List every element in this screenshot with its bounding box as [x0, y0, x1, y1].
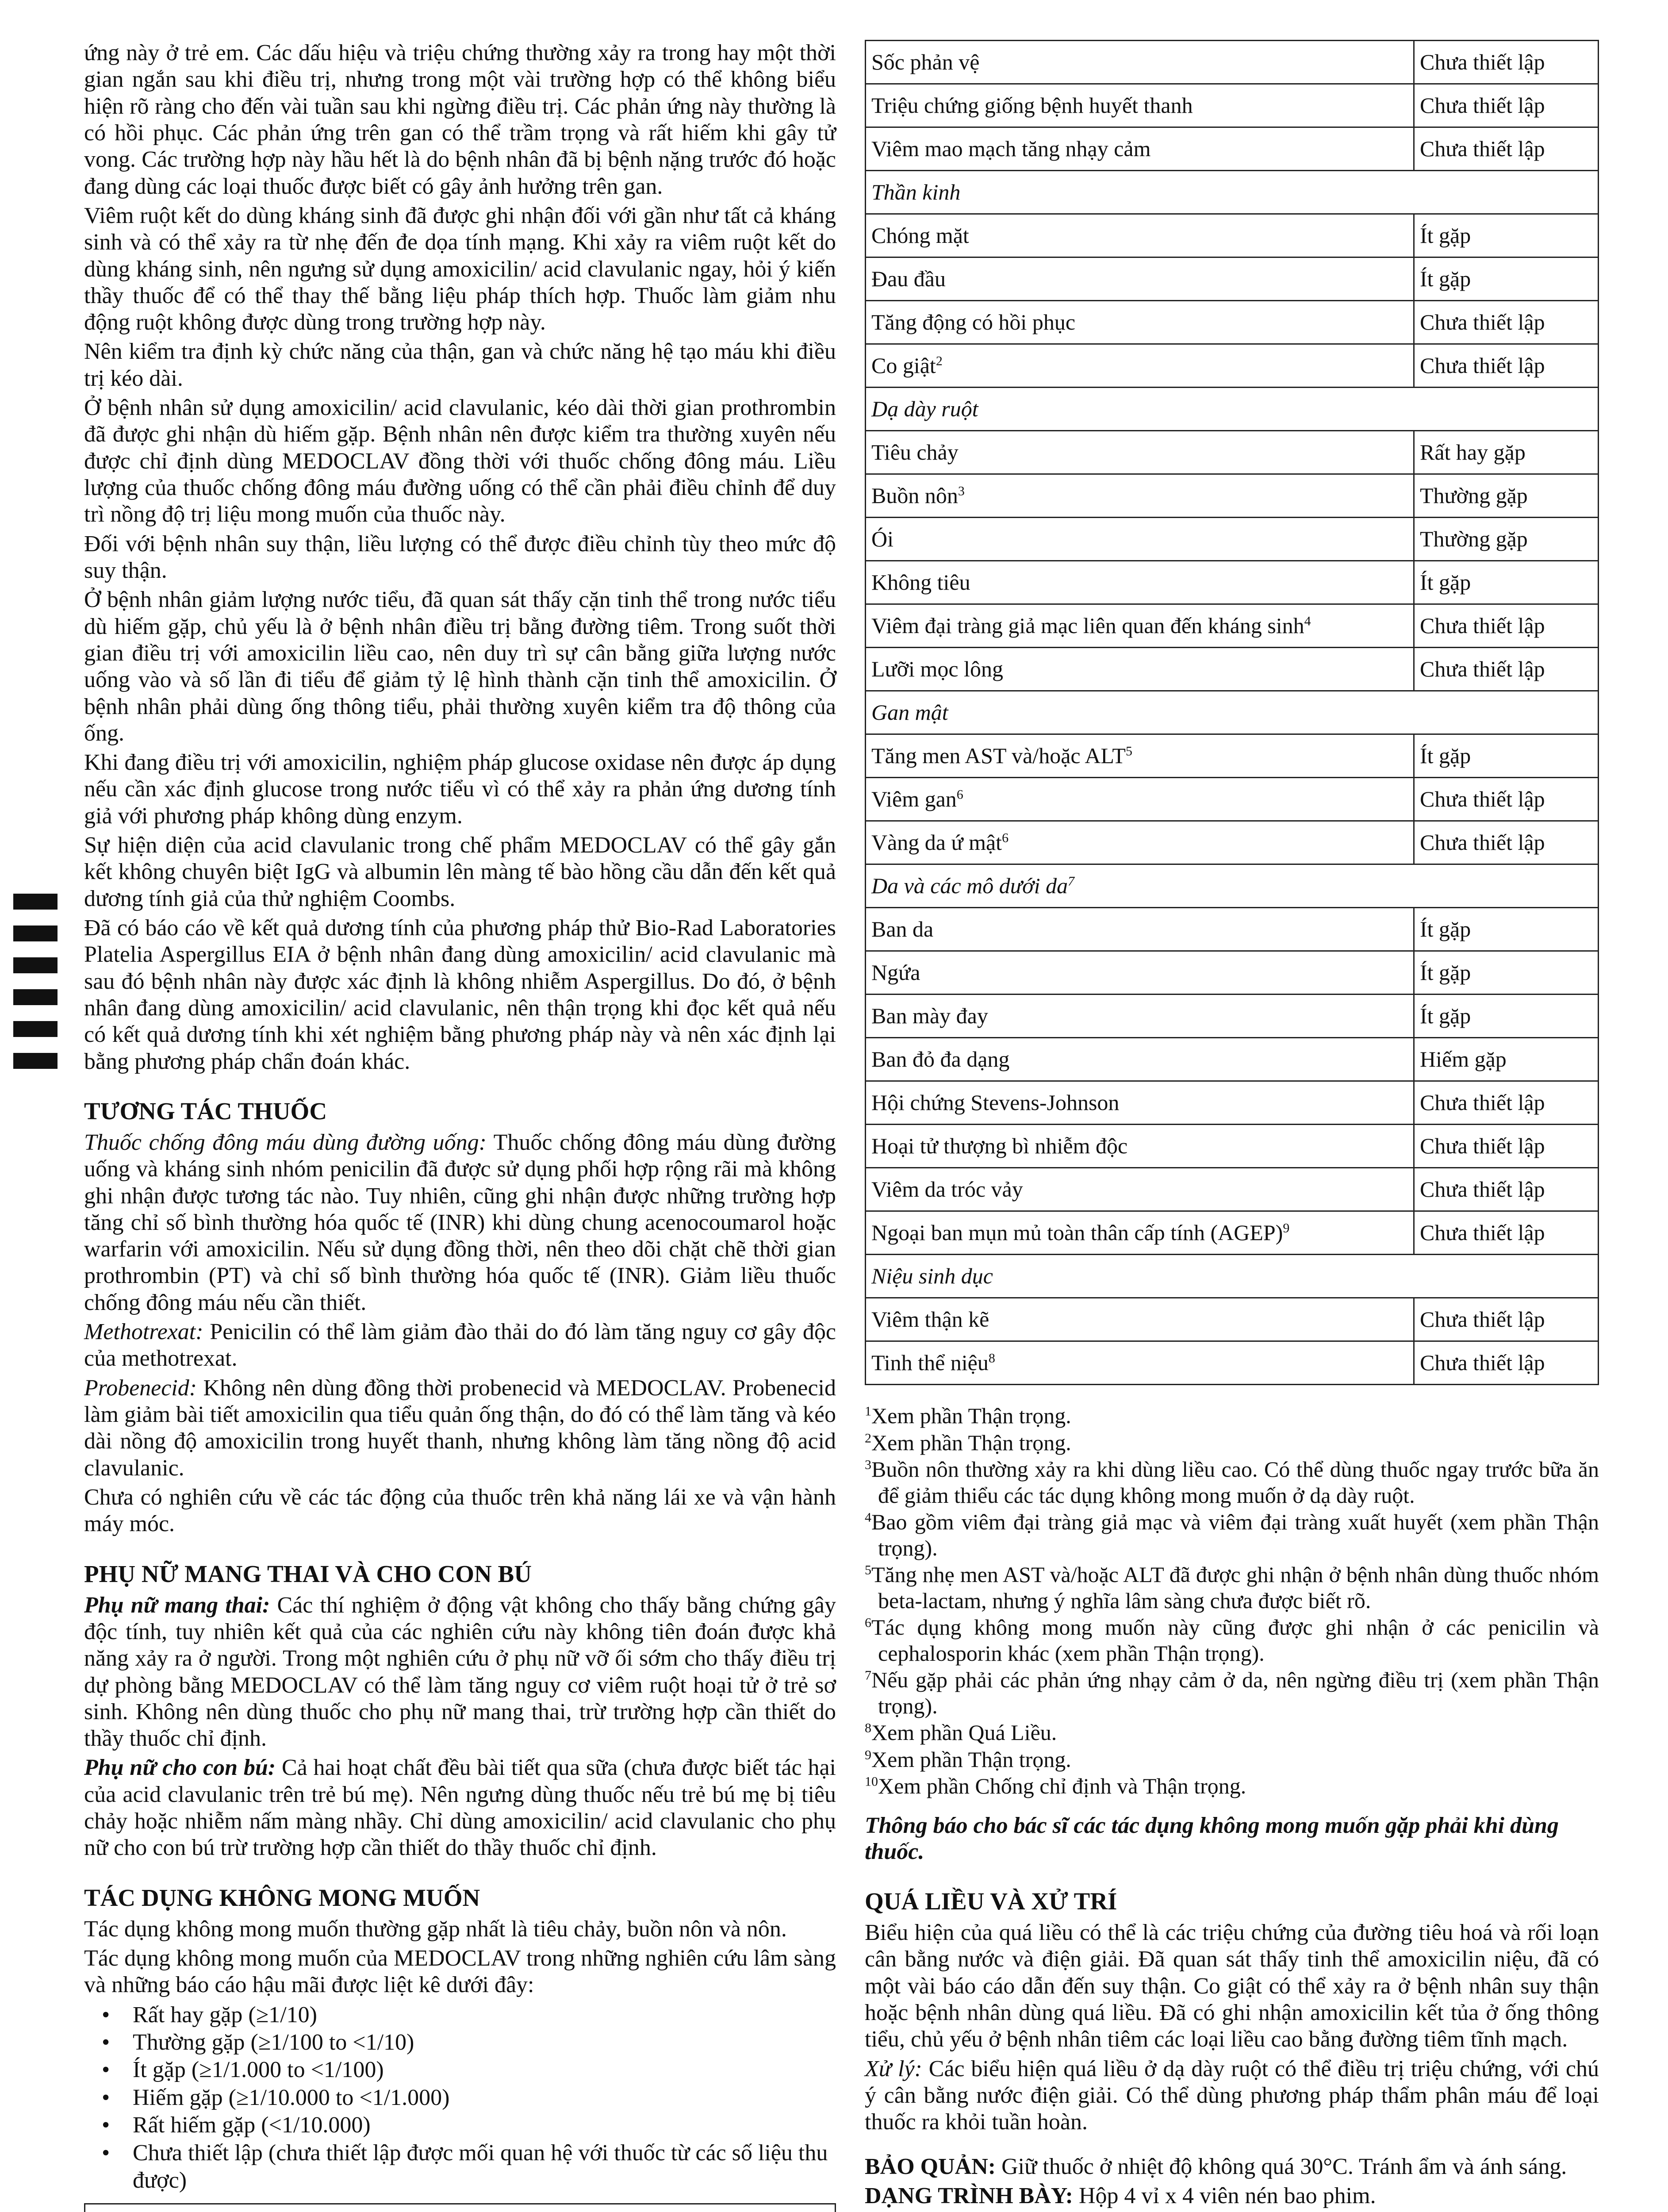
table-row: [866, 127, 1599, 171]
interactions-heading: TƯƠNG TÁC THUỐC: [84, 1097, 327, 1125]
effect-label: Tăng men AST và/hoặc ALT: [871, 743, 1126, 768]
effect-label: Viêm đại tràng giả mạc liên quan đến kháng sinh: [871, 613, 1304, 638]
footnote-ref: 6: [1002, 830, 1009, 845]
effect-label: Ngoại ban mụn mủ toàn thân cấp tính (AGEP): [871, 1220, 1283, 1245]
frequency-label: Chưa thiết lập: [1420, 1220, 1545, 1245]
treatment-label: Xử lý:: [865, 2056, 922, 2081]
frequency-label: Chưa thiết lập: [1420, 1133, 1545, 1158]
table-row: [866, 1341, 1599, 1385]
frequency-cell: [1414, 518, 1599, 561]
interaction-paragraph: [84, 1129, 836, 1316]
paragraph: Sự hiện diện của acid clavulanic trong chế phẩm MEDOCLAV có thể gây gắn kết không chuyên biệt IgG và albumin lên màng tế bào hồng cầu dẫn đến kết quả dương tính giả của thử nghiệm Coombs.: [84, 833, 836, 911]
frequency-cell: [1414, 561, 1599, 604]
table-row: [866, 1125, 1599, 1168]
paragraph: Tác dụng không mong muốn thường gặp nhất là tiêu chảy, buồn nôn và nôn.: [84, 1916, 787, 1942]
footnote-text: Xem phần Thận trọng.: [871, 1747, 1071, 1772]
effect-label: Đau đầu: [871, 266, 946, 291]
treatment-paragraph: [865, 2056, 1599, 2136]
effect-label: Sốc phản vệ: [871, 50, 980, 74]
footnote: [865, 1667, 1599, 1719]
breastfeeding-paragraph: [84, 1755, 836, 1861]
frequency-label: Chưa thiết lập: [1420, 93, 1545, 118]
table-row: [866, 778, 1599, 821]
list-item: • Hiếm gặp (≥1/10.000 to <1/1.000): [115, 2084, 836, 2112]
table-row: [866, 41, 1599, 84]
effect-cell: [866, 344, 1414, 388]
overdose-heading: QUÁ LIỀU VÀ XỬ TRÍ: [865, 1888, 1117, 1915]
precautions-section: [84, 40, 836, 1075]
effect-label: Tăng động có hồi phục: [871, 310, 1076, 334]
treatment-text: Các biểu hiện quá liều ở dạ dày ruột có thể điều trị triệu chứng, với chú ý cân bằng nước điện giải. Có thể dùng phương pháp thẩm phân máu để loại thuốc ra khỏi tuần hoàn.: [865, 2056, 1599, 2135]
effect-label: Tiêu chảy: [871, 440, 959, 465]
footnote-number: 4: [865, 1510, 871, 1525]
frequency-cell: [1414, 301, 1599, 344]
frequency-label: Chưa thiết lập: [1420, 1350, 1545, 1375]
interaction-label: Probenecid:: [84, 1375, 197, 1401]
footnote-number: 6: [865, 1615, 871, 1630]
footnote-number: 8: [865, 1720, 871, 1736]
footnote-number: 9: [865, 1747, 871, 1762]
category-cell: [85, 2204, 836, 2212]
effect-cell: [866, 1038, 1414, 1081]
frequency-label: Rất hay gặp: [1420, 440, 1526, 465]
table-row: [866, 1211, 1599, 1255]
frequency-label: Ít gặp: [1420, 917, 1471, 941]
effect-cell: [866, 301, 1414, 344]
effect-cell: [866, 821, 1414, 864]
frequency-cell: [1414, 84, 1599, 127]
effect-cell: [866, 257, 1414, 301]
interaction-paragraph: [84, 1319, 836, 1372]
effect-cell: [866, 951, 1414, 995]
effect-label: Viêm thận kẽ: [871, 1307, 989, 1332]
frequency-cell: [1414, 1211, 1599, 1255]
effect-label: Ói: [871, 526, 893, 551]
table-category-row: [866, 388, 1599, 431]
list-item: • Rất hay gặp (≥1/10): [115, 2001, 836, 2029]
effect-label: Ngứa: [871, 960, 920, 985]
table-row: [866, 431, 1599, 474]
effect-cell: [866, 1341, 1414, 1385]
table-row: [866, 908, 1599, 951]
footnote-ref: 8: [988, 1351, 995, 1366]
table-category-row: [866, 171, 1599, 214]
footnote-text: Buồn nôn thường xảy ra khi dùng liều cao. Có thể dùng thuốc ngay trước bữa ăn để giảm thiểu các tác dụng không mong muốn ở dạ dày ruột.: [871, 1457, 1599, 1508]
table-row: [866, 518, 1599, 561]
effect-label: Lưỡi mọc lông: [871, 657, 1003, 681]
category-label: Thần kinh: [871, 180, 961, 204]
interaction-label: Methotrexat:: [84, 1319, 203, 1345]
overdose-paragraph: Biểu hiện của quá liều có thể là các triệu chứng của đường tiêu hoá và rối loạn cân bằng nước và điện giải. Đã quan sát thấy tinh thể amoxicilin niệu, đã có một vài báo cáo dẫn đến suy thận. Co giật có thể xảy ra ở bệnh nhân suy thận hoặc bệnh nhân dùng quá liều. Đã có ghi nhận amoxicilin kết tủa ở ống thông tiểu, chủ yếu ở bệnh nhân tiêm các loại liều cao bằng đường tiêm tĩnh mạch.: [865, 1920, 1599, 2052]
table-row: [866, 951, 1599, 995]
category-label: Niệu sinh dục: [871, 1263, 993, 1288]
adverse-effects-table-left: [84, 2203, 836, 2212]
interaction-label: Thuốc chống đông máu dùng đường uống:: [84, 1129, 487, 1155]
pregnancy-heading: PHỤ NỮ MANG THAI VÀ CHO CON BÚ: [84, 1560, 532, 1587]
frequency-cell: [1414, 821, 1599, 864]
footnotes: [865, 1403, 1599, 1799]
table-row: [866, 474, 1599, 518]
frequency-cell: [1414, 995, 1599, 1038]
right-column: [865, 40, 1599, 2212]
table-row: [866, 561, 1599, 604]
frequency-label: Chưa thiết lập: [1420, 657, 1545, 681]
footnote: [865, 1509, 1599, 1561]
adverse-effects-table-right: [865, 40, 1599, 1385]
category-cell: [866, 1255, 1599, 1298]
interaction-text: Penicilin có thể làm giảm đào thải do đó làm tăng nguy cơ gây độc của methotrexat.: [84, 1319, 836, 1371]
frequency-label: Chưa thiết lập: [1420, 787, 1545, 811]
storage-line: [865, 2154, 1599, 2180]
frequency-label: Ít gặp: [1420, 743, 1471, 768]
effect-cell: [866, 1081, 1414, 1125]
table-row: [866, 1168, 1599, 1211]
frequency-cell: [1414, 951, 1599, 995]
effect-cell: [866, 1168, 1414, 1211]
effect-cell: [866, 214, 1414, 257]
margin-marker-bars: [13, 894, 58, 1085]
frequency-cell: [1414, 474, 1599, 518]
table-row: [866, 1038, 1599, 1081]
footnote-ref: 6: [956, 787, 963, 802]
footnote-ref: 7: [1068, 874, 1075, 889]
interaction-text: Thuốc chống đông máu dùng đường uống và kháng sinh nhóm penicilin đã được sử dụng phối hợp rộng rãi mà không ghi nhận được tương tác nào. Tuy nhiên, cũng ghi nhận được những trường hợp tăng chỉ số bình thường hóa quốc tế (INR) khi dùng chung acenocoumarol hoặc warfarin với amoxicilin. Nếu sử dụng đồng thời, nên theo dõi chặt chẽ thời gian prothrombin (PT) và chỉ số bình thường hóa quốc tế (INR). Giảm liều thuốc chống đông máu nếu cần thiết.: [84, 1129, 836, 1315]
effect-cell: [866, 648, 1414, 691]
footnote: [865, 1562, 1599, 1613]
category-label: Da và các mô dưới da: [871, 873, 1068, 898]
frequency-label: Ít gặp: [1420, 1003, 1471, 1028]
footnote-text: Xem phần Thận trọng.: [871, 1403, 1071, 1428]
footnote-text: Nếu gặp phải các phản ứng nhạy cảm ở da, nên ngừng điều trị (xem phần Thận trọng).: [871, 1667, 1599, 1718]
footnote: [865, 1747, 1599, 1773]
effect-label: Tinh thể niệu: [871, 1350, 989, 1375]
frequency-cell: [1414, 1081, 1599, 1125]
footnote-ref: 5: [1125, 744, 1132, 759]
adverse-effects-heading: TÁC DỤNG KHÔNG MONG MUỐN: [84, 1884, 480, 1911]
footnote: [865, 1456, 1599, 1508]
interaction-paragraph: [84, 1484, 836, 1538]
table-row: [866, 344, 1599, 388]
list-item: • Rất hiếm gặp (<1/10.000): [115, 2112, 836, 2139]
category-label: Gan mật: [871, 700, 948, 725]
left-column: [84, 40, 836, 2212]
interaction-text: Không nên dùng đồng thời probenecid và MEDOCLAV. Probenecid làm giảm bài tiết amoxicilin qua tiểu quản ống thận, do đó có thể làm tăng và kéo dài nồng độ amoxicilin trong huyết thanh, nhưng không làm tăng nồng độ acid clavulanic.: [84, 1375, 836, 1481]
footnote-number: 3: [865, 1457, 871, 1472]
effect-cell: [866, 518, 1414, 561]
table-category-row: [866, 864, 1599, 908]
paragraph: ứng này ở trẻ em. Các dấu hiệu và triệu chứng thường xảy ra trong hay một thời gian ngắn sau khi điều trị, nhưng trong một vài trường hợp có thể không biểu hiện rõ ràng cho đến vài tuần sau khi ngừng điều trị. Các phản ứng này thường là có hồi phục. Các phản ứng trên gan có thể trầm trọng và rất hiếm khi gây tử vong. Các trường hợp này hầu hết là do bệnh nhân đã bị bệnh nặng trước đó hoặc đang dùng các loại thuốc được biết có gây ảnh hưởng trên gan.: [84, 40, 836, 199]
category-label: Dạ dày ruột: [871, 396, 978, 421]
effect-cell: [866, 431, 1414, 474]
effect-label: Hội chứng Stevens-Johnson: [871, 1090, 1120, 1115]
footnote-number: 7: [865, 1668, 871, 1683]
effect-label: Ban da: [871, 917, 934, 941]
effect-cell: [866, 127, 1414, 171]
table-category-row: [866, 1255, 1599, 1298]
frequency-label: Chưa thiết lập: [1420, 613, 1545, 638]
frequency-cell: [1414, 41, 1599, 84]
pregnancy-paragraph: [84, 1592, 836, 1752]
frequency-cell: [1414, 778, 1599, 821]
category-cell: [866, 864, 1599, 908]
footnote-ref: 2: [936, 353, 943, 369]
frequency-label: Ít gặp: [1420, 960, 1471, 985]
category-cell: [866, 388, 1599, 431]
table-row: [866, 995, 1599, 1038]
footnote-text: Xem phần Chống chỉ định và Thận trọng.: [878, 1774, 1246, 1798]
footnote-number: 5: [865, 1563, 871, 1578]
table-row: [866, 1081, 1599, 1125]
paragraph: Viêm ruột kết do dùng kháng sinh đã được ghi nhận đối với gần như tất cả kháng sinh và có thể xảy ra từ nhẹ đến đe dọa tính mạng. Khi xảy ra viêm ruột kết do dùng kháng sinh, nên ngưng sử dụng amoxicilin/ acid clavulanic ngay, hỏi ý kiến thầy thuốc để có thể thay thế bằng liệu pháp thích hợp. Thuốc làm giảm nhu động ruột không được dùng trong trường hợp này.: [84, 203, 836, 335]
frequency-cell: [1414, 344, 1599, 388]
breastfeeding-text: Cả hai hoạt chất đều bài tiết qua sữa (chưa được biết tác hại của acid clavulanic trên trẻ bú mẹ). Nên ngưng dùng thuốc nếu trẻ bú mẹ bị tiêu chảy hoặc nhiễm nấm màng nhầy. Chỉ dùng amoxicilin/ acid clavulanic cho phụ nữ cho con bú trừ trường hợp cần thiết do thầy thuốc chỉ định.: [84, 1755, 836, 1861]
paragraph: Đã có báo cáo về kết quả dương tính của phương pháp thử Bio-Rad Laboratories Platelia Aspergillus EIA ở bệnh nhân đang dùng amoxicilin/ acid clavulanic mà sau đó bệnh nhân này được xác định là không nhiễm Aspergillus. Do đó, ở bệnh nhân đang dùng amoxicilin/ acid clavulanic, nên thận trọng khi đọc kết quả nếu có kết quả dương tính khi xét nghiệm bằng phương pháp này và nên xác định lại bằng phương pháp chẩn đoán khác.: [84, 915, 836, 1074]
table-category-row: [85, 2204, 836, 2212]
frequency-label: Chưa thiết lập: [1420, 353, 1545, 378]
frequency-cell: [1414, 1341, 1599, 1385]
pregnancy-text: Các thí nghiệm ở động vật không cho thấy bằng chứng gây độc tính, tuy nhiên kết quả của các nghiên cứu này không tiên đoán được khả năng xảy ra ở người. Trong một nghiên cứu ở phụ nữ vỡ ối sớm cho thấy điều trị dự phòng bằng MEDOCLAV có thể làm tăng nguy cơ viêm ruột hoại tử ở trẻ sơ sinh. Không nên dùng thuốc cho phụ nữ mang thai, trừ trường hợp cần thiết do thầy thuốc chỉ định.: [84, 1592, 836, 1751]
footnote-number: 2: [865, 1430, 871, 1445]
table-row: [866, 301, 1599, 344]
frequency-cell: [1414, 734, 1599, 778]
category-cell: [866, 171, 1599, 214]
footnote: [865, 1614, 1599, 1666]
list-item: • Thường gặp (≥1/100 to <1/10): [115, 2029, 836, 2056]
table-row: [866, 84, 1599, 127]
effect-cell: [866, 561, 1414, 604]
frequency-cell: [1414, 908, 1599, 951]
pregnancy-section: [84, 1592, 836, 1862]
footnote-text: Bao gồm viêm đại tràng giả mạc và viêm đại tràng xuất huyết (xem phần Thận trọng).: [871, 1509, 1599, 1560]
frequency-label: Chưa thiết lập: [1420, 310, 1545, 334]
effect-label: Vàng da ứ mật: [871, 830, 1002, 855]
effect-label: Chóng mặt: [871, 223, 969, 248]
footnote: [865, 1403, 1599, 1429]
footnote: [865, 1773, 1599, 1799]
pregnancy-label: Phụ nữ mang thai:: [84, 1592, 270, 1618]
effect-label: Viêm gan: [871, 787, 957, 811]
breastfeeding-label: Phụ nữ cho con bú:: [84, 1755, 276, 1781]
paragraph: Khi đang điều trị với amoxicilin, nghiệm pháp glucose oxidase nên được áp dụng nếu cần xác định glucose trong nước tiểu vì có thể xảy ra phản ứng dương tính giả với phương pháp không dùng enzym.: [84, 750, 836, 829]
effect-cell: [866, 908, 1414, 951]
effect-label: Viêm da tróc vảy: [871, 1177, 1023, 1202]
footnote-text: Tác dụng không mong muốn này cũng được ghi nhận ở các penicilin và cephalosporin khác (xem phần Thận trọng).: [871, 1615, 1599, 1666]
effect-label: Hoại tử thượng bì nhiễm độc: [871, 1133, 1128, 1158]
effect-cell: [866, 778, 1414, 821]
paragraph: Ở bệnh nhân sử dụng amoxicilin/ acid clavulanic, kéo dài thời gian prothrombin đã được ghi nhận dù hiếm gặp. Bệnh nhân nên được kiểm tra thường xuyên nếu được chỉ định dùng MEDOCLAV đồng thời với thuốc chống đông máu. Liều lượng của thuốc chống đông máu đường uống có thể cần phải điều chỉnh để duy trì nồng độ trị liệu mong muốn của thuốc này.: [84, 395, 836, 527]
frequency-label: Thường gặp: [1420, 483, 1528, 508]
footnote-number: 10: [865, 1774, 878, 1789]
paragraph: Ở bệnh nhân giảm lượng nước tiểu, đã quan sát thấy cặn tinh thể trong nước tiểu dù hiếm gặp, chủ yếu là ở bệnh nhân điều trị bằng đường tiêm. Trong suốt thời gian điều trị với amoxicilin liều cao, nên duy trì sự cân bằng giữa lượng nước uống vào và số lần đi tiểu để giảm tỷ lệ hình thành cặn tinh thể amoxicilin. Ở bệnh nhân phải dùng ống thông tiểu, phải thường xuyên kiểm tra độ thông của ống.: [84, 587, 836, 746]
frequency-cell: [1414, 1038, 1599, 1081]
footnote-text: Xem phần Quá Liều.: [871, 1720, 1057, 1745]
effect-cell: [866, 1298, 1414, 1341]
frequency-label: Hiếm gặp: [1420, 1047, 1507, 1071]
table-row: [866, 821, 1599, 864]
effect-label: Ban đỏ đa dạng: [871, 1047, 1010, 1071]
effect-label: Không tiêu: [871, 570, 970, 595]
storage-label: BẢO QUẢN:: [865, 2154, 996, 2179]
table-row: [866, 734, 1599, 778]
effect-cell: [866, 474, 1414, 518]
footnote-text: Xem phần Thận trọng.: [871, 1430, 1071, 1455]
frequency-cell: [1414, 257, 1599, 301]
paragraph: Đối với bệnh nhân suy thận, liều lượng có thể được điều chỉnh tùy theo mức độ suy thận.: [84, 531, 836, 583]
frequency-label: Chưa thiết lập: [1420, 1177, 1545, 1202]
report-warning: Thông báo cho bác sĩ các tác dụng không mong muốn gặp phải khi dùng thuốc.: [865, 1813, 1559, 1865]
frequency-label: Chưa thiết lập: [1420, 1307, 1545, 1332]
package-line: [865, 2183, 1599, 2209]
effect-label: Viêm mao mạch tăng nhạy cảm: [871, 136, 1151, 161]
list-item: • Ít gặp (≥1/1.000 to <1/100): [115, 2056, 836, 2084]
table-row: [866, 257, 1599, 301]
footnote-ref: 9: [1283, 1221, 1290, 1236]
table-row: [866, 648, 1599, 691]
table-row: [866, 214, 1599, 257]
table-category-row: [866, 691, 1599, 734]
category-cell: [866, 691, 1599, 734]
frequency-label: Ít gặp: [1420, 266, 1471, 291]
frequency-label: Chưa thiết lập: [1420, 830, 1545, 855]
footnote: [865, 1430, 1599, 1456]
effect-label: Ban mày đay: [871, 1003, 988, 1028]
paragraph: Nên kiểm tra định kỳ chức năng của thận, gan và chức năng hệ tạo máu khi điều trị kéo dài.: [84, 339, 836, 391]
package-text: Hộp 4 vỉ x 4 viên nén bao phim.: [1073, 2183, 1376, 2208]
effect-cell: [866, 995, 1414, 1038]
effect-label: Co giật: [871, 353, 936, 378]
footnote-ref: 4: [1304, 614, 1311, 629]
frequency-cell: [1414, 1298, 1599, 1341]
paragraph: Tác dụng không mong muốn của MEDOCLAV trong những nghiên cứu lâm sàng và những báo cáo hậu mãi được liệt kê dưới đây:: [84, 1946, 836, 1998]
package-label: DẠNG TRÌNH BÀY:: [865, 2183, 1073, 2208]
footnote-ref: 3: [958, 484, 965, 499]
frequency-cell: [1414, 1125, 1599, 1168]
footnote-number: 1: [865, 1404, 871, 1419]
frequency-cell: [1414, 127, 1599, 171]
effect-label: Triệu chứng giống bệnh huyết thanh: [871, 93, 1193, 118]
interaction-text: Chưa có nghiên cứu về các tác động của thuốc trên khả năng lái xe và vận hành máy móc.: [84, 1484, 836, 1537]
footnote: [865, 1720, 1599, 1746]
effect-cell: [866, 734, 1414, 778]
footnote-text: Tăng nhẹ men AST và/hoặc ALT đã được ghi nhận ở bệnh nhân dùng thuốc nhóm beta-lactam, nhưng ý nghĩa lâm sàng chưa được biết rõ.: [871, 1562, 1599, 1613]
effect-cell: [866, 1125, 1414, 1168]
frequency-label: Ít gặp: [1420, 570, 1471, 595]
effect-label: Buồn nôn: [871, 483, 958, 508]
frequency-label: Chưa thiết lập: [1420, 1090, 1545, 1115]
effect-cell: [866, 1211, 1414, 1255]
list-item: • Chưa thiết lập (chưa thiết lập được mối quan hệ với thuốc từ các số liệu thu được): [115, 2139, 836, 2195]
frequency-list: [115, 2001, 836, 2195]
frequency-label: Ít gặp: [1420, 223, 1471, 248]
storage-text: Giữ thuốc ở nhiệt độ không quá 30°C. Tránh ẩm và ánh sáng.: [996, 2154, 1567, 2179]
frequency-cell: [1414, 604, 1599, 648]
effect-cell: [866, 84, 1414, 127]
frequency-label: Thường gặp: [1420, 526, 1528, 551]
table-row: [866, 1298, 1599, 1341]
storage-section: [865, 2154, 1599, 2212]
interactions-section: [84, 1129, 836, 1538]
frequency-cell: [1414, 1168, 1599, 1211]
frequency-cell: [1414, 648, 1599, 691]
table-row: [866, 604, 1599, 648]
frequency-label: Chưa thiết lập: [1420, 50, 1545, 74]
effect-cell: [866, 41, 1414, 84]
frequency-cell: [1414, 431, 1599, 474]
frequency-cell: [1414, 214, 1599, 257]
interaction-paragraph: [84, 1375, 836, 1482]
effect-cell: [866, 604, 1414, 648]
frequency-label: Chưa thiết lập: [1420, 136, 1545, 161]
